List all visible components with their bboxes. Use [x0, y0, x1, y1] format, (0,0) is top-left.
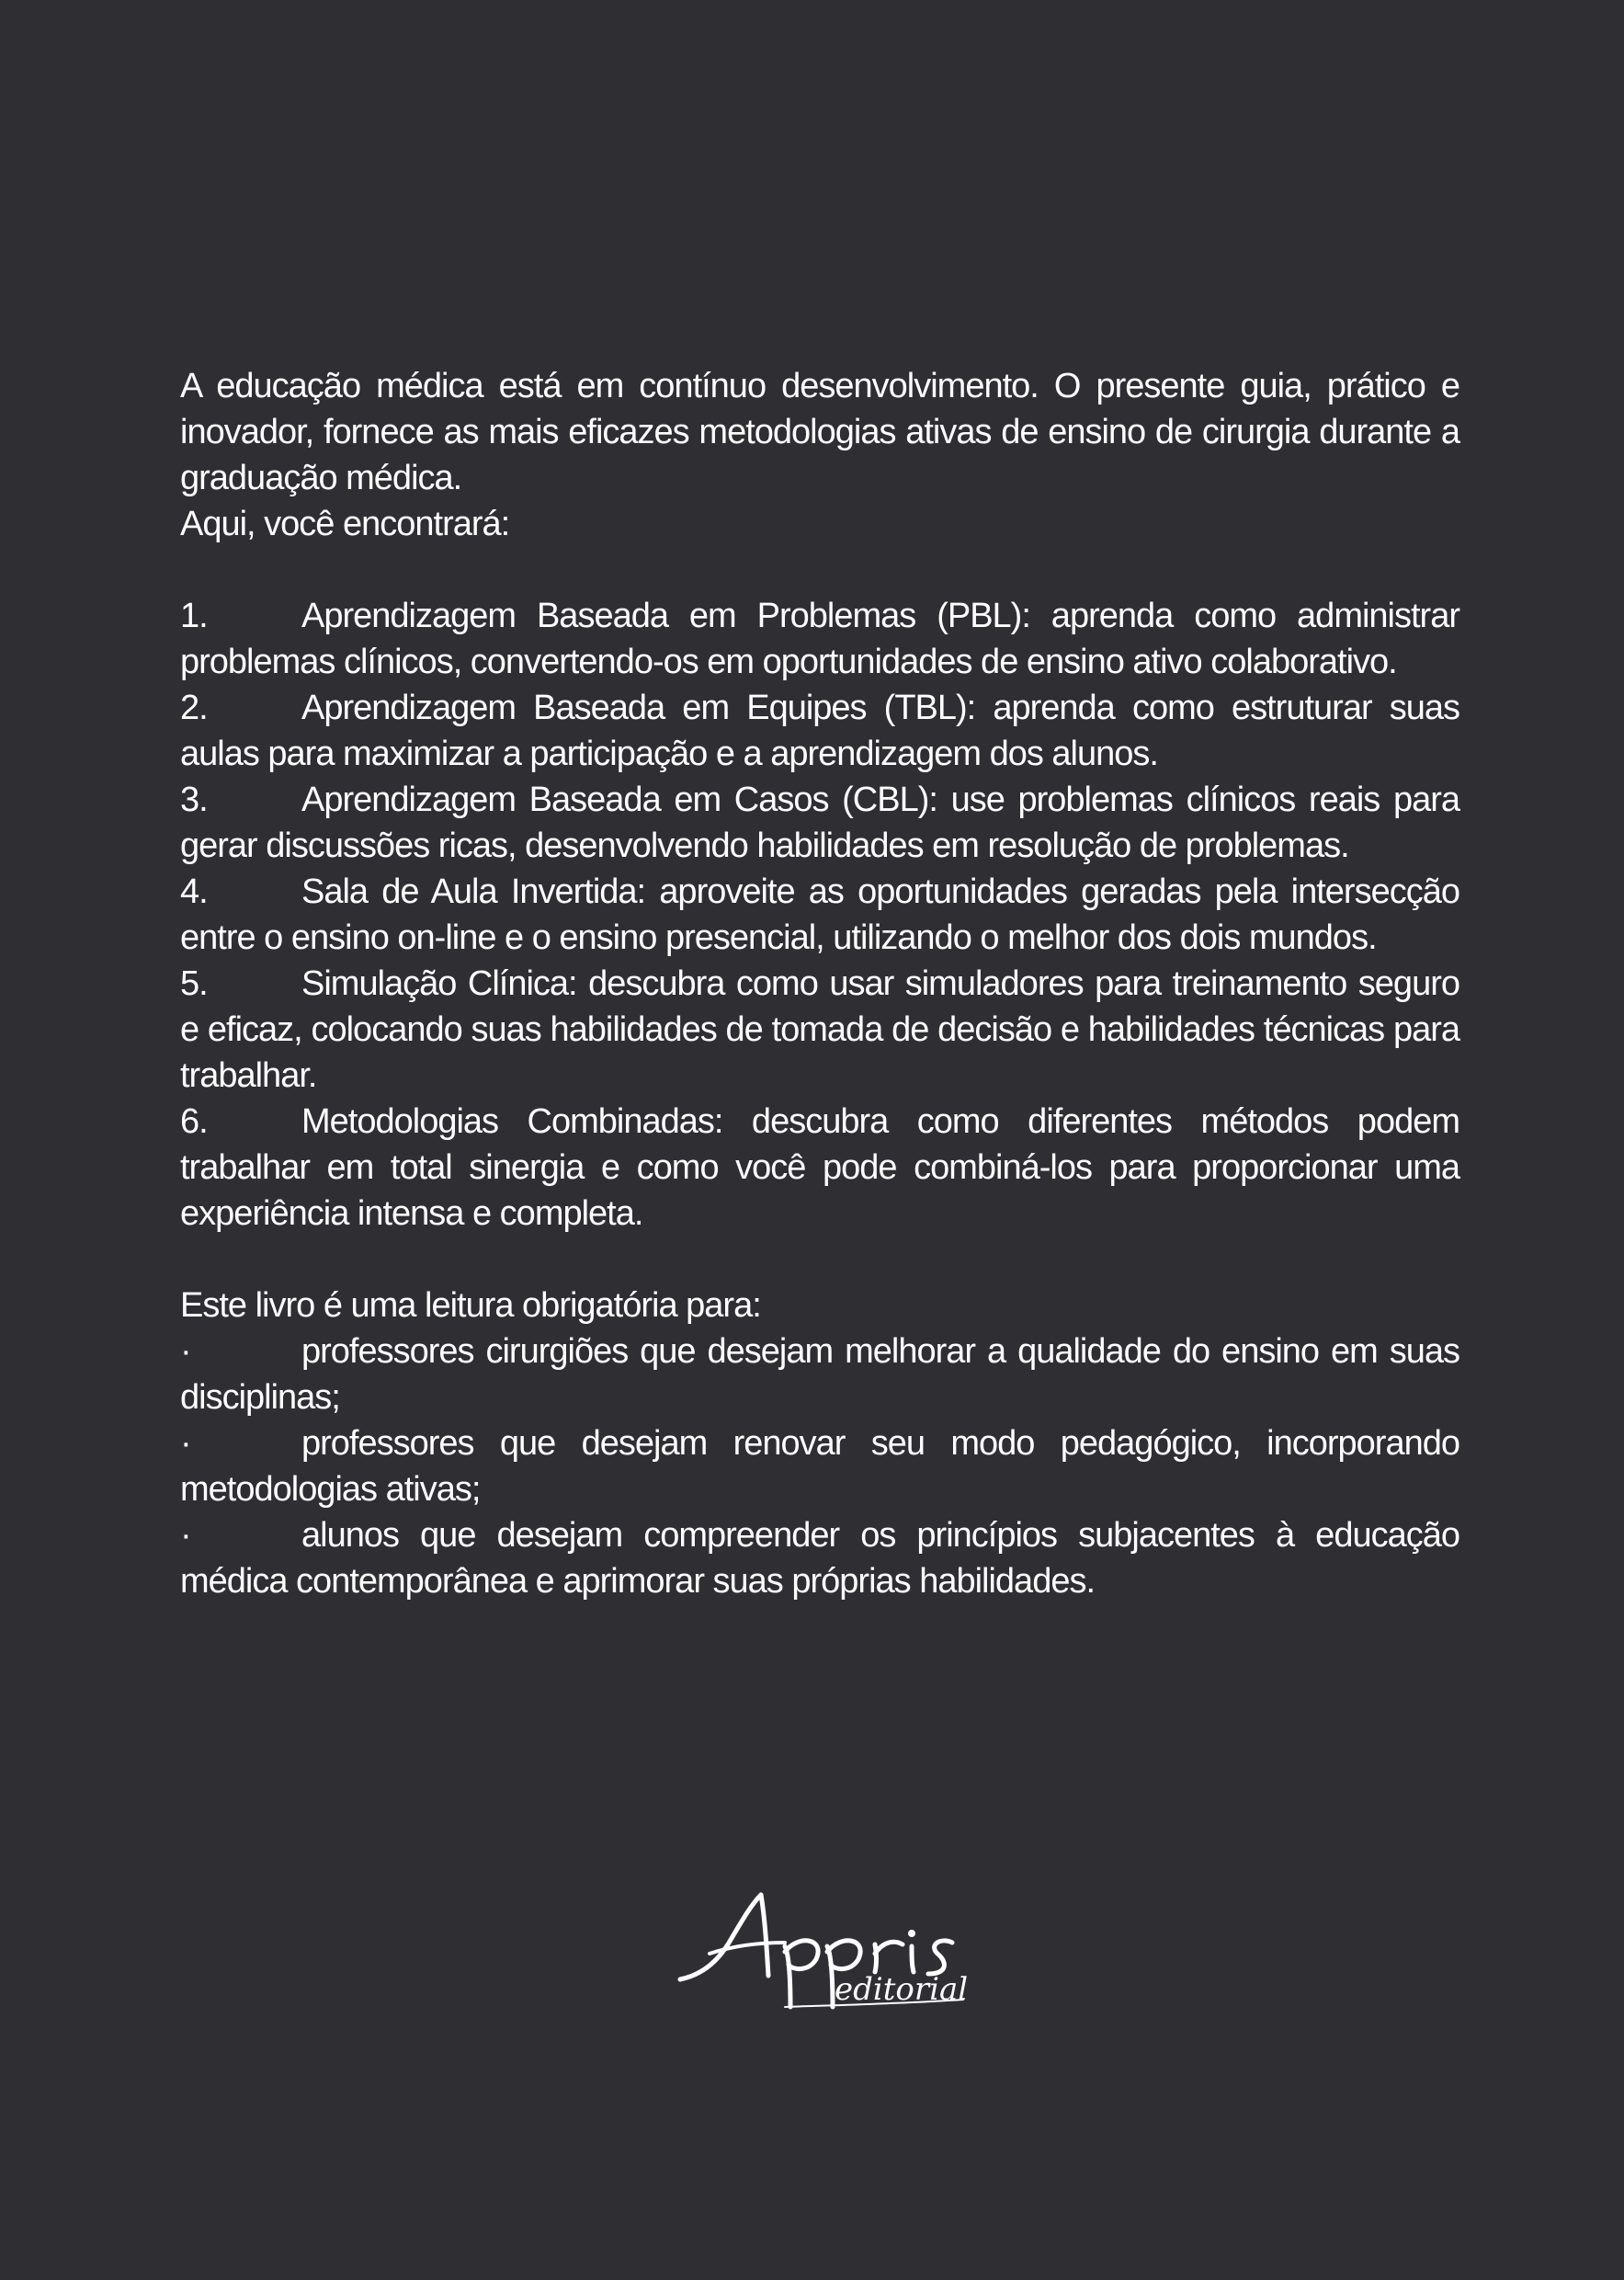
method-item	[180, 869, 1459, 961]
logo-subtitle: editorial	[835, 1971, 969, 2008]
item-text: alunos que desejam compreender os princípios subjacentes à educação médica contemporânea e aprimorar suas próprias habilidades.	[180, 1516, 1459, 1601]
bullet: ·	[180, 1424, 191, 1463]
method-item	[180, 777, 1459, 869]
item-number: 2.	[180, 689, 208, 727]
item-text: Aprendizagem Baseada em Casos (CBL): use problemas clínicos reais para gerar discussões ricas, desenvolvendo habilidades em resolução de problemas.	[180, 781, 1459, 865]
item-text: professores cirurgiões que desejam melhorar a qualidade do ensino em suas disciplinas;	[180, 1332, 1459, 1417]
appris-logo-icon	[671, 1880, 974, 2027]
method-item	[180, 685, 1459, 777]
item-text: Simulação Clínica: descubra como usar simuladores para treinamento seguro e eficaz, colocando suas habilidades de tomada de decisão e habilidades técnicas para trabalhar.	[180, 964, 1459, 1095]
item-text: Aprendizagem Baseada em Problemas (PBL): aprenda como administrar problemas clínicos, convertendo-os em oportunidades de ensino ativo colaborativo.	[180, 597, 1459, 681]
item-number: 4.	[180, 872, 208, 911]
blurb	[180, 363, 1459, 1604]
audience-item	[180, 1328, 1459, 1420]
item-number: 5.	[180, 964, 208, 1003]
method-item	[180, 961, 1459, 1099]
intro-paragraph: A educação médica está em contínuo desenvolvimento. O presente guia, prático e inovador, fornece as mais eficazes metodologias ativas de ensino de cirurgia durante a graduação médica.	[180, 367, 1459, 497]
method-item	[180, 1099, 1459, 1237]
audience-lead: Este livro é uma leitura obrigatória para:	[180, 1286, 761, 1325]
bullet: ·	[180, 1516, 191, 1555]
item-text: Metodologias Combinadas: descubra como diferentes métodos podem trabalhar em total sinergia e como você pode combiná-los para proporcionar uma experiência intensa e completa.	[180, 1102, 1459, 1233]
item-text: Sala de Aula Invertida: aproveite as oportunidades geradas pela intersecção entre o ensino on-line e o ensino presencial, utilizando o melhor dos dois mundos.	[180, 872, 1459, 957]
bullet: ·	[180, 1332, 191, 1371]
spacer	[180, 547, 1459, 593]
item-number: 3.	[180, 781, 208, 819]
item-number: 1.	[180, 597, 208, 635]
item-text: professores que desejam renovar seu modo pedagógico, incorporando metodologias ativas;	[180, 1424, 1459, 1509]
appris-editorial-logo	[671, 1880, 974, 2027]
audience-item	[180, 1420, 1459, 1512]
spacer	[180, 1237, 1459, 1282]
audience-item	[180, 1512, 1459, 1604]
intro-lead: Aqui, você encontrará:	[180, 505, 510, 543]
item-text: Aprendizagem Baseada em Equipes (TBL): aprenda como estruturar suas aulas para maximizar a participação e a aprendizagem dos alunos.	[180, 689, 1459, 773]
method-item	[180, 593, 1459, 685]
item-number: 6.	[180, 1102, 208, 1141]
